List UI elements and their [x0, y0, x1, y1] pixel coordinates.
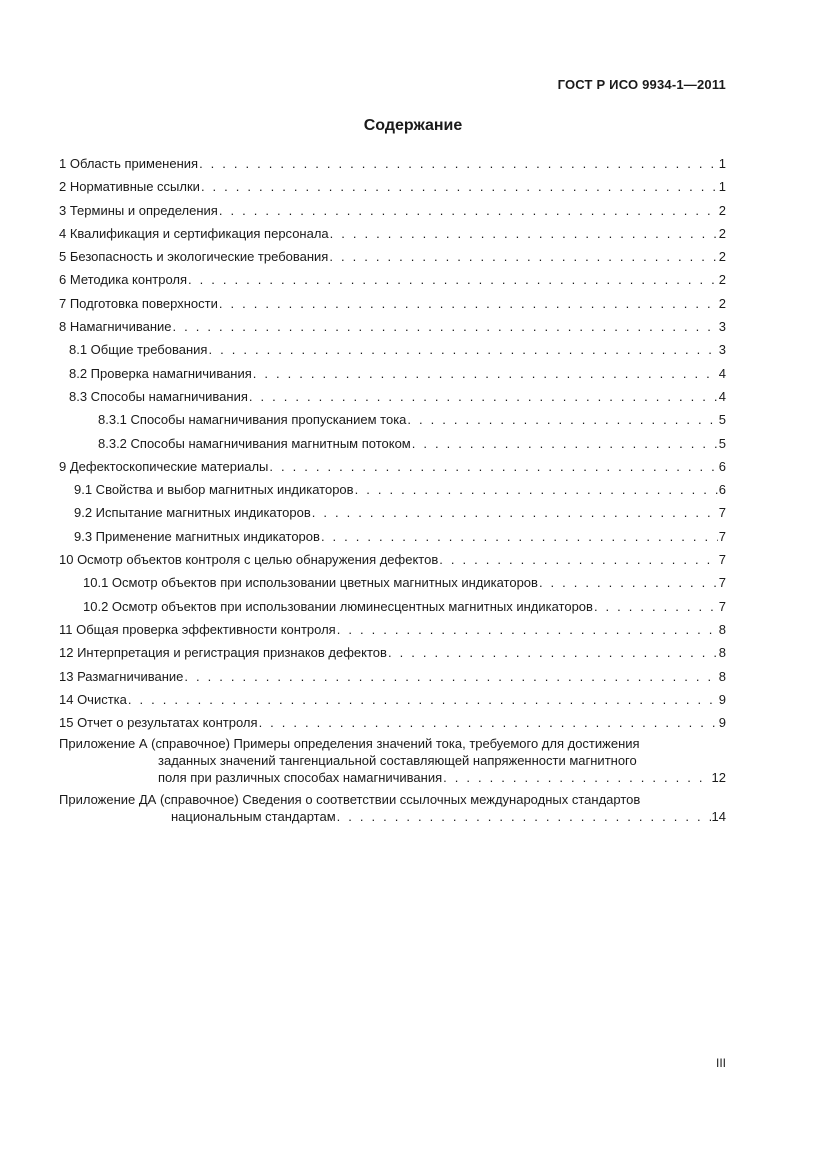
- toc-entry-7[interactable]: [59, 292, 726, 315]
- toc-entry-page: 2: [718, 225, 726, 241]
- toc-entry-page: 12: [711, 770, 726, 786]
- toc-entry-page: 8: [718, 645, 726, 661]
- toc-entry-page: 2: [718, 249, 726, 265]
- dot-leader: [337, 808, 711, 825]
- toc-entry-8-2[interactable]: [59, 362, 726, 385]
- toc-entry-page: 5: [718, 412, 726, 428]
- toc-entry-label: 8.3.2 Способы намагничивания магнитным потоком: [98, 435, 411, 451]
- toc-appendix-a[interactable]: [59, 735, 726, 786]
- table-of-contents: [59, 152, 726, 825]
- appendix-a-line-3: [59, 769, 726, 786]
- page-title: Содержание: [363, 117, 463, 134]
- dot-leader: [128, 688, 718, 711]
- toc-entry-label: 10.2 Осмотр объектов при использовании люминесцентных магнитных индикаторов: [83, 598, 593, 614]
- dot-leader: [594, 595, 718, 618]
- toc-entry-9-1[interactable]: [59, 478, 726, 501]
- dot-leader: [219, 292, 718, 315]
- toc-entry-page: 7: [718, 505, 726, 521]
- toc-entry-1[interactable]: [59, 152, 726, 175]
- toc-entry-label: 9.2 Испытание магнитных индикаторов: [74, 505, 311, 521]
- toc-entry-2[interactable]: [59, 175, 726, 198]
- toc-entry-label: 10 Осмотр объектов контроля с целью обнаружения дефектов: [59, 552, 439, 568]
- toc-entry-3[interactable]: [59, 199, 726, 222]
- toc-entry-label: 12 Интерпретация и регистрация признаков дефектов: [59, 645, 387, 661]
- toc-entry-label: 8.1 Общие требования: [69, 342, 208, 358]
- toc-entry-label: 13 Размагничивание: [59, 668, 184, 684]
- dot-leader: [184, 665, 717, 688]
- dot-leader: [201, 175, 718, 198]
- toc-entry-page: 1: [718, 156, 726, 171]
- appendix-a-line-1: Приложение А (справочное) Примеры определения значений тока, требуемого для достижения: [59, 736, 640, 752]
- toc-entry-8[interactable]: [59, 315, 726, 338]
- toc-entry-6[interactable]: [59, 268, 726, 291]
- dot-leader: [253, 362, 718, 385]
- toc-entry-8-3-2[interactable]: [59, 432, 726, 455]
- dot-leader: [337, 618, 718, 641]
- toc-entry-12[interactable]: [59, 641, 726, 664]
- toc-entry-page: 7: [718, 575, 726, 591]
- toc-entry-8-3[interactable]: [59, 385, 726, 408]
- toc-entry-11[interactable]: [59, 618, 726, 641]
- toc-entry-label: 9 Дефектоскопические материалы: [59, 458, 269, 474]
- dot-leader: [388, 641, 718, 664]
- toc-entry-label: 9.1 Свойства и выбор магнитных индикаторов: [74, 482, 354, 498]
- document-code: ГОСТ Р ИСО 9934-1—2011: [557, 77, 726, 92]
- toc-entry-label: 1 Область применения: [59, 156, 199, 171]
- dot-leader: [321, 525, 718, 548]
- toc-entry-label: 14 Очистка: [59, 691, 127, 707]
- toc-entry-8-1[interactable]: [59, 338, 726, 361]
- toc-entry-9[interactable]: [59, 455, 726, 478]
- toc-entry-page: 9: [718, 691, 726, 707]
- dot-leader: [443, 769, 710, 786]
- toc-entry-9-2[interactable]: [59, 501, 726, 524]
- toc-entry-page: 2: [718, 202, 726, 218]
- toc-entry-page: 1: [718, 179, 726, 195]
- appendix-da-line-2: [59, 808, 726, 825]
- toc-entry-8-3-1[interactable]: [59, 408, 726, 431]
- toc-entry-5[interactable]: [59, 245, 726, 268]
- toc-entry-label: 8.2 Проверка намагничивания: [69, 365, 252, 381]
- dot-leader: [269, 455, 717, 478]
- toc-entry-page: 4: [718, 365, 726, 381]
- toc-entry-label: 8.3.1 Способы намагничивания пропусканием тока: [98, 412, 407, 428]
- toc-entry-10[interactable]: [59, 548, 726, 571]
- toc-entry-label: 5 Безопасность и экологические требования: [59, 249, 329, 265]
- toc-entry-label: 8.3 Способы намагничивания: [69, 388, 248, 404]
- toc-entry-15[interactable]: [59, 711, 726, 734]
- toc-entry-page: 14: [711, 809, 726, 825]
- dot-leader: [199, 152, 718, 175]
- toc-entry-10-1[interactable]: [59, 571, 726, 594]
- toc-entry-label: 2 Нормативные ссылки: [59, 179, 200, 195]
- toc-entry-label: национальным стандартам: [171, 809, 336, 825]
- dot-leader: [412, 432, 718, 455]
- dot-leader: [249, 385, 718, 408]
- toc-appendix-da[interactable]: [59, 791, 726, 825]
- toc-entry-page: 8: [718, 668, 726, 684]
- toc-entry-4[interactable]: [59, 222, 726, 245]
- toc-entry-label: поля при различных способах намагничивания: [158, 770, 443, 786]
- toc-entry-page: 6: [718, 458, 726, 474]
- toc-entry-page: 2: [718, 272, 726, 288]
- toc-entry-label: 11 Общая проверка эффективности контроля: [59, 621, 336, 637]
- dot-leader: [539, 571, 718, 594]
- dot-leader: [312, 501, 718, 524]
- toc-entry-page: 7: [718, 552, 726, 568]
- page-number: III: [715, 1056, 726, 1070]
- dot-leader: [329, 245, 717, 268]
- dot-leader: [330, 222, 718, 245]
- toc-entry-13[interactable]: [59, 665, 726, 688]
- dot-leader: [188, 268, 718, 291]
- dot-leader: [208, 338, 717, 361]
- dot-leader: [439, 548, 718, 571]
- appendix-da-line-1: Приложение ДА (справочное) Сведения о соответствии ссылочных международных стандартов: [59, 792, 641, 808]
- dot-leader: [355, 478, 718, 501]
- toc-entry-10-2[interactable]: [59, 595, 726, 618]
- toc-entry-14[interactable]: [59, 688, 726, 711]
- toc-entry-page: 3: [718, 319, 726, 335]
- toc-entry-label: 6 Методика контроля: [59, 272, 188, 288]
- toc-entry-9-3[interactable]: [59, 525, 726, 548]
- toc-entry-page: 8: [718, 621, 726, 637]
- dot-leader: [219, 199, 718, 222]
- toc-entry-page: 4: [718, 388, 726, 404]
- dot-leader: [173, 315, 718, 338]
- toc-entry-page: 7: [718, 598, 726, 614]
- dot-leader: [407, 408, 717, 431]
- toc-entry-page: 5: [718, 435, 726, 451]
- toc-entry-page: 2: [718, 295, 726, 311]
- toc-entry-page: 7: [718, 528, 726, 544]
- toc-entry-label: 3 Термины и определения: [59, 202, 218, 218]
- toc-entry-label: 10.1 Осмотр объектов при использовании цветных магнитных индикаторов: [83, 575, 538, 591]
- appendix-a-line-2: заданных значений тангенциальной составляющей напряженности магнитного: [158, 753, 637, 769]
- toc-entry-label: 15 Отчет о результатах контроля: [59, 715, 258, 731]
- toc-entry-label: 7 Подготовка поверхности: [59, 295, 218, 311]
- dot-leader: [259, 711, 718, 734]
- toc-entry-label: 4 Квалификация и сертификация персонала: [59, 225, 329, 241]
- toc-entry-page: 9: [718, 715, 726, 731]
- toc-entry-label: 8 Намагничивание: [59, 319, 172, 335]
- toc-entry-label: 9.3 Применение магнитных индикаторов: [74, 528, 320, 544]
- toc-entry-page: 6: [718, 482, 726, 498]
- toc-entry-page: 3: [718, 342, 726, 358]
